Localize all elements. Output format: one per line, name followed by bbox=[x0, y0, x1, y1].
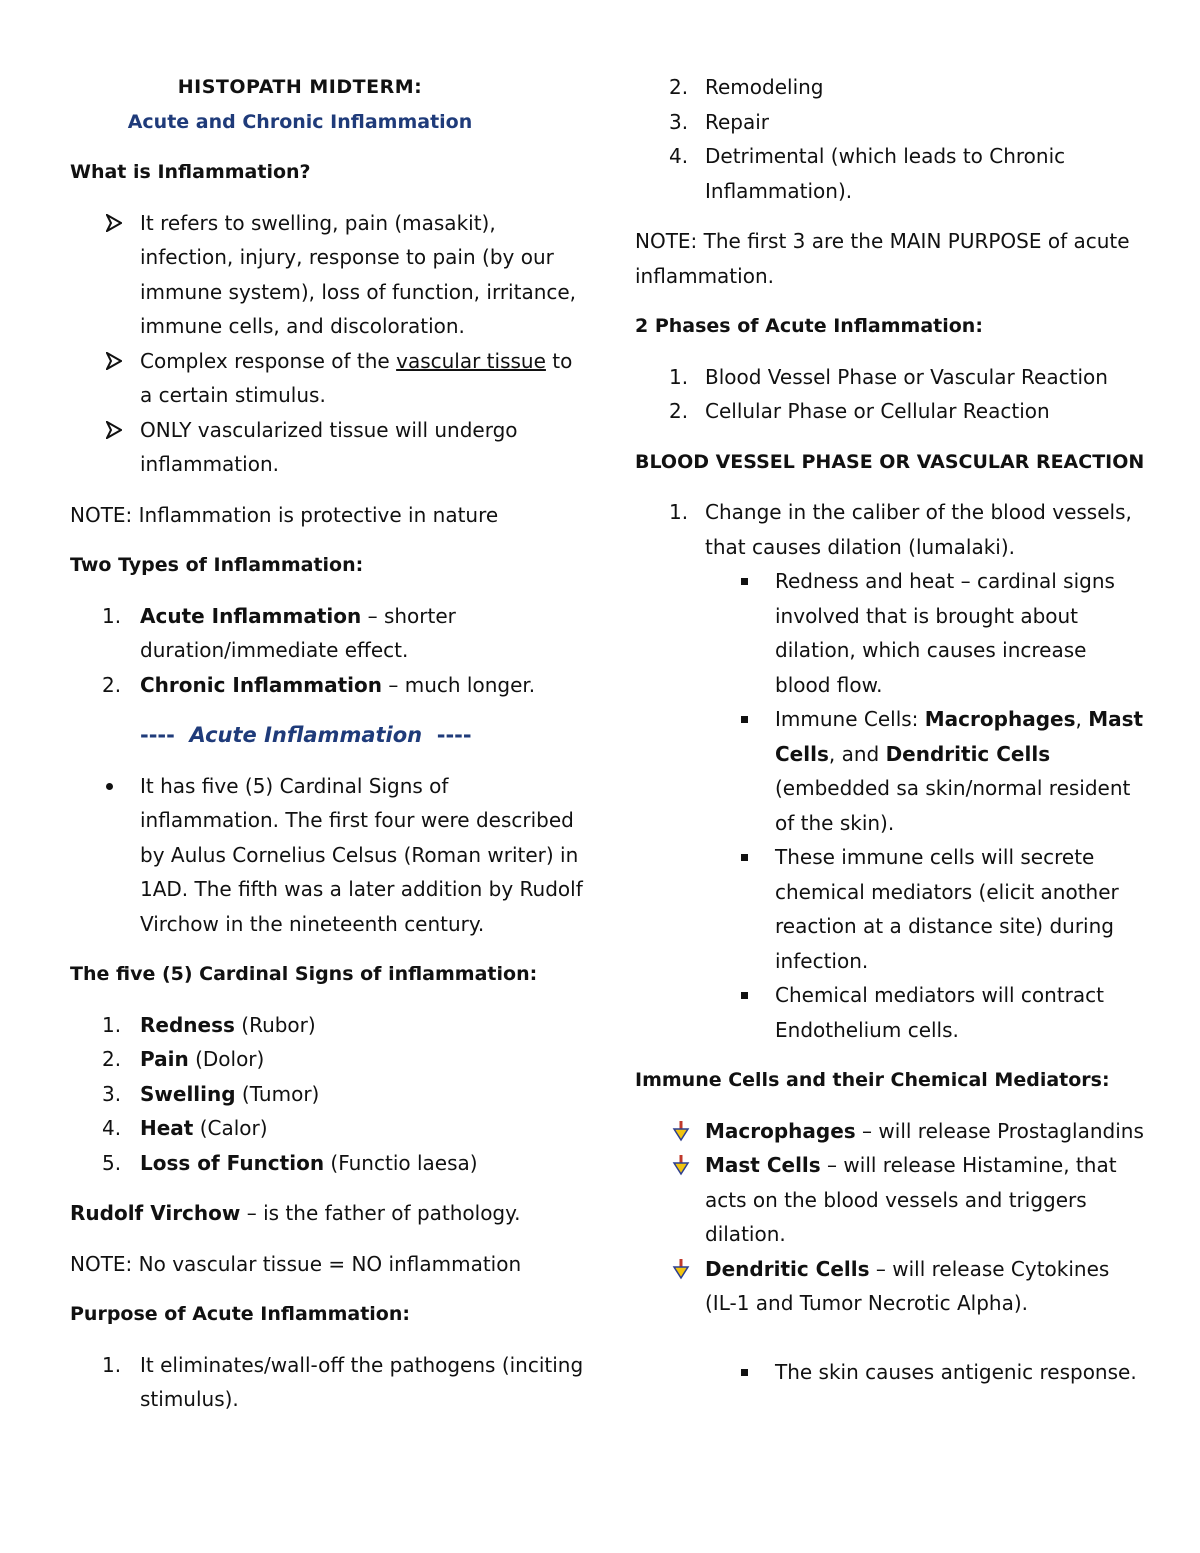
acute-inflammation-banner: ---- Acute Inflammation ---- bbox=[140, 723, 472, 747]
cardinal-signs-heading: The five (5) Cardinal Signs of inflammation: bbox=[70, 963, 538, 985]
arrow-bullet-icon bbox=[106, 214, 122, 232]
sub-list-item: Chemical mediators will contract Endothelium cells. bbox=[635, 978, 1145, 1047]
square-bullet-icon bbox=[741, 578, 748, 585]
fancy-arrow-bullet-icon bbox=[671, 1120, 691, 1142]
list-item: 1. Redness (Rubor) bbox=[102, 1012, 316, 1037]
immune-cells-mediators-heading: Immune Cells and their Chemical Mediators: bbox=[635, 1069, 1110, 1091]
fancy-arrow-bullet-icon bbox=[671, 1154, 691, 1176]
purpose-heading: Purpose of Acute Inflammation: bbox=[70, 1303, 410, 1325]
list-item: 1. Acute Inflammation – shorter duration/immediate effect. bbox=[102, 603, 456, 662]
list-item: 1. Blood Vessel Phase or Vascular Reaction bbox=[669, 364, 1108, 389]
list-item: 3. Swelling (Tumor) bbox=[102, 1081, 320, 1106]
square-bullet-icon bbox=[741, 992, 748, 999]
left-column bbox=[70, 70, 590, 1417]
list-item: 2. Remodeling bbox=[669, 75, 824, 99]
right-column bbox=[635, 70, 1145, 1389]
list-item: 2. Chronic Inflammation – much longer. bbox=[102, 672, 536, 697]
list-item: It refers to swelling, pain (masakit), infection, injury, response to pain (by our immune system), loss of function, irritance, immune cells, and discoloration. bbox=[70, 206, 590, 344]
list-item: Macrophages – will release Prostaglandins bbox=[635, 1114, 1145, 1149]
square-bullet-icon bbox=[741, 716, 748, 723]
square-bullet-icon bbox=[741, 854, 748, 861]
list-item: 1. It eliminates/wall-off the pathogens (inciting stimulus). bbox=[102, 1352, 584, 1411]
list-item: It has five (5) Cardinal Signs of inflammation. The first four were described by Aulus Cornelius Celsus (Roman writer) in 1AD. The fifth was a later addition by Rudolf Virchow in the nineteenth century. bbox=[70, 769, 590, 942]
list-item: Mast Cells – will release Histamine, that acts on the blood vessels and triggers dilation. bbox=[635, 1148, 1145, 1252]
virchow-line: Rudolf Virchow – is the father of pathology. bbox=[70, 1201, 521, 1225]
list-item: 4. Heat (Calor) bbox=[102, 1116, 268, 1140]
sub-list-item: The skin causes antigenic response. bbox=[635, 1355, 1145, 1390]
list-item: 2. Cellular Phase or Cellular Reaction bbox=[669, 399, 1050, 423]
sub-list-item: These immune cells will secrete chemical mediators (elicit another reaction at a distance site) during infection. bbox=[635, 840, 1145, 978]
blood-vessel-phase-heading: BLOOD VESSEL PHASE OR VASCULAR REACTION bbox=[635, 450, 1145, 473]
list-item: 2. Pain (Dolor) bbox=[102, 1047, 265, 1071]
two-types-heading: Two Types of Inflammation: bbox=[70, 554, 364, 576]
document-title: HISTOPATH MIDTERM: bbox=[177, 76, 423, 98]
document-subtitle: Acute and Chronic Inflammation bbox=[127, 110, 473, 133]
list-item: 3. Repair bbox=[669, 109, 770, 134]
arrow-bullet-icon bbox=[106, 352, 122, 370]
note-no-vascular: NOTE: No vascular tissue = NO inflammation bbox=[70, 1251, 522, 1276]
list-item: Complex response of the vascular tissue to a certain stimulus. bbox=[70, 344, 590, 413]
square-bullet-icon bbox=[741, 1369, 748, 1376]
sub-list-item: Immune Cells: Macrophages, Mast Cells, and Dendritic Cells (embedded sa skin/normal resident of the skin). bbox=[635, 702, 1145, 840]
list-item: 4. Detrimental (which leads to Chronic Inflammation). bbox=[669, 144, 1066, 203]
list-item: 5. Loss of Function (Functio laesa) bbox=[102, 1150, 478, 1175]
list-item: 1. Change in the caliber of the blood vessels, that causes dilation (lumalaki). bbox=[669, 500, 1132, 559]
arrow-bullet-icon bbox=[106, 421, 122, 439]
sub-list-item: Redness and heat – cardinal signs involved that is brought about dilation, which causes increase blood flow. bbox=[635, 564, 1145, 702]
list-item: Dendritic Cells – will release Cytokines (IL-1 and Tumor Necrotic Alpha). bbox=[635, 1252, 1145, 1321]
note-main-purpose: NOTE: The first 3 are the MAIN PURPOSE of acute inflammation. bbox=[635, 229, 1130, 288]
what-is-inflammation-heading: What is Inflammation? bbox=[70, 161, 311, 183]
list-item: ONLY vascularized tissue will undergo inflammation. bbox=[70, 413, 590, 482]
note-protective: NOTE: Inflammation is protective in nature bbox=[70, 502, 499, 527]
phases-heading: 2 Phases of Acute Inflammation: bbox=[635, 315, 983, 337]
fancy-arrow-bullet-icon bbox=[671, 1258, 691, 1280]
vascular-tissue-underlined: vascular tissue bbox=[396, 348, 546, 373]
bullet-dot-icon bbox=[106, 783, 113, 790]
